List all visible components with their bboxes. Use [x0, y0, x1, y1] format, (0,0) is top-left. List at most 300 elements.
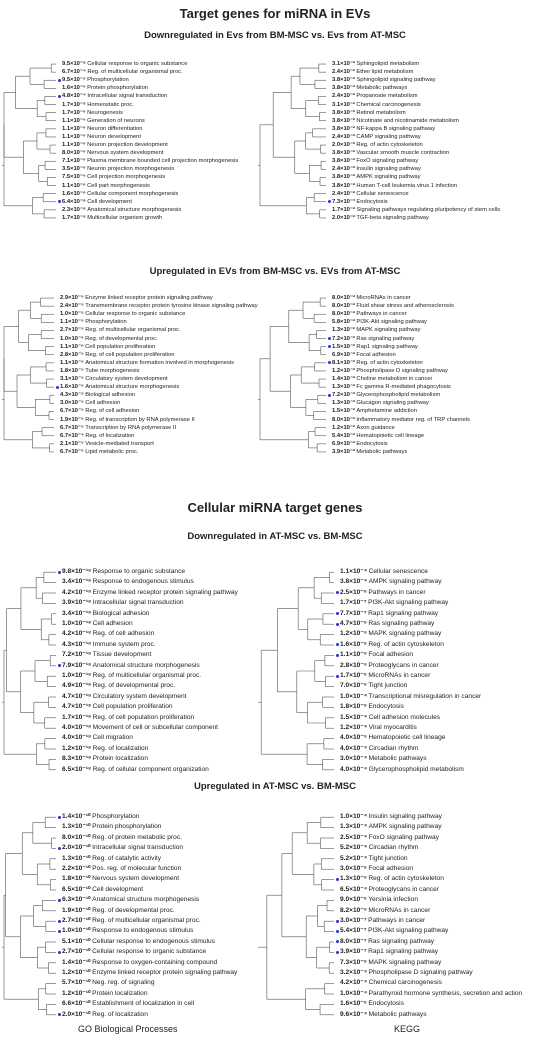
term-row: [328, 198, 388, 206]
term-row: [56, 343, 155, 351]
highlight-dot: [336, 909, 339, 912]
p-value: 8.0×10⁻²: [332, 311, 355, 318]
highlight-dot: [336, 836, 339, 839]
term-row: [336, 864, 413, 874]
highlight-dot: [336, 664, 339, 667]
term-row: [336, 906, 430, 916]
go-list-cell-up: [58, 812, 268, 1020]
p-value: 2.7×10⁻¹⁰: [62, 948, 91, 956]
term-row: [58, 947, 206, 957]
highlight-dot: [336, 706, 339, 709]
term-label: Proteoglycans in cancer: [368, 661, 439, 669]
p-value: 5.4×10⁻²: [332, 432, 355, 439]
p-value: 8.0×10⁻¹⁰: [62, 833, 91, 841]
p-value: 1.0×10⁻¹⁸: [62, 620, 92, 627]
p-value: 6.7×10⁻⁵: [60, 408, 84, 415]
p-value: 3.0×10⁻⁴: [340, 755, 368, 763]
term-row: [328, 318, 427, 326]
term-label: Focal adhesion: [368, 865, 414, 872]
term-row: [58, 133, 141, 141]
p-value: 3.9×10⁻¹⁸: [62, 599, 92, 607]
highlight-dot: [58, 747, 61, 750]
term-label: Biological adhesion: [92, 609, 150, 617]
term-label: Fc gamma R-mediated phagocytosis: [356, 384, 451, 391]
term-row: [58, 567, 185, 577]
term-row: [56, 424, 176, 432]
term-row: [58, 84, 148, 92]
highlight-dot: [56, 345, 59, 348]
highlight-dot: [58, 654, 61, 657]
p-value: 2.4×10⁻⁵: [60, 303, 84, 310]
highlight-dot: [56, 378, 59, 381]
footer-go-label: GO Biological Processes: [78, 1024, 178, 1034]
highlight-dot: [336, 857, 339, 860]
p-value: 1.1×10⁻⁵: [60, 359, 84, 366]
term-label: Nicotinate and nicotinamide metabolism: [356, 117, 459, 124]
term-row: [328, 206, 500, 214]
p-value: 2.2×10⁻¹⁰: [62, 865, 91, 872]
highlight-dot: [336, 758, 339, 761]
p-value: 6.3×10⁻¹⁰: [62, 896, 91, 904]
p-value: 1.9×10⁻¹⁰: [62, 906, 91, 914]
highlight-dot: [336, 571, 339, 574]
p-value: 4.3×10⁻⁵: [60, 392, 84, 399]
highlight-dot: [328, 95, 331, 98]
term-row: [58, 609, 149, 619]
term-label: Proteoglycans in cancer: [368, 885, 439, 893]
term-label: Neuron projection development: [87, 142, 168, 148]
highlight-dot: [328, 127, 331, 130]
p-value: 4.2×10⁻¹⁸: [62, 630, 92, 638]
p-value: 3.5×10⁻⁶: [62, 166, 86, 173]
go-list-cell-down: [58, 567, 268, 775]
term-row: [56, 302, 258, 310]
highlight-dot: [58, 664, 61, 667]
term-row: [58, 109, 123, 117]
term-row: [336, 598, 448, 608]
term-label: Reg. of catalytic activity: [92, 854, 162, 862]
term-label: Chemical carcinogenesis: [356, 101, 421, 108]
term-label: Cellular component morphogenesis: [87, 190, 179, 197]
term-label: Endocytosis: [368, 703, 404, 711]
go-list-ev-up: [56, 294, 271, 456]
term-row: [58, 854, 161, 864]
term-row: [336, 1010, 427, 1020]
highlight-dot: [56, 386, 59, 389]
highlight-dot: [56, 297, 59, 300]
term-label: Neuron differentiation: [87, 125, 143, 132]
p-value: 6.5×10⁻⁴: [340, 885, 368, 893]
term-label: Reg. of actin cytoskeleton: [368, 875, 444, 883]
term-row: [58, 926, 193, 936]
p-value: 1.6×10⁻⁶: [340, 640, 367, 648]
highlight-dot: [58, 768, 61, 771]
highlight-dot: [336, 826, 339, 829]
p-value: 7.2×10⁻²: [332, 335, 355, 342]
p-value: 1.4×10⁻²: [332, 376, 355, 382]
p-value: 9.5×10⁻⁸: [62, 61, 86, 67]
highlight-dot: [58, 706, 61, 709]
p-value: 6.9×10⁻²: [332, 440, 355, 447]
p-value: 8.0×10⁻²: [332, 303, 355, 310]
term-label: Insulin signaling pathway: [356, 166, 421, 173]
term-label: Neuron development: [87, 133, 141, 140]
p-value: 7.7×10⁻⁷: [340, 609, 367, 617]
term-row: [58, 640, 156, 650]
term-label: Ras signaling pathway: [356, 335, 415, 342]
highlight-dot: [58, 675, 61, 678]
highlight-dot: [328, 144, 331, 147]
highlight-dot: [58, 716, 61, 719]
p-value: 7.2×10⁻¹⁸: [62, 651, 92, 659]
term-row: [58, 713, 194, 723]
p-value: 6.5×10⁻¹⁸: [62, 765, 92, 773]
term-label: MAPK signaling pathway: [368, 958, 442, 966]
p-value: 1.2×10⁻²: [332, 367, 355, 374]
term-row: [58, 885, 143, 895]
term-label: Reg. of developmental proc.: [85, 335, 158, 342]
term-label: Reg. of cell adhesion: [85, 408, 140, 415]
p-value: 7.1×10⁻⁶: [62, 158, 86, 165]
term-label: Generation of neurons: [87, 117, 145, 124]
term-row: [58, 968, 237, 978]
p-value: 1.1×10⁻⁶: [62, 182, 86, 189]
term-row: [56, 294, 213, 302]
p-value: 5.2×10⁻⁴: [340, 844, 368, 852]
highlight-dot: [56, 442, 59, 445]
highlight-dot: [336, 654, 339, 657]
term-label: Hematopoietic cell lineage: [356, 432, 425, 439]
p-value: 3.1×10⁻²: [332, 101, 355, 108]
term-row: [336, 588, 426, 598]
highlight-dot: [58, 216, 61, 219]
term-label: Reg. of developmental proc.: [92, 682, 176, 690]
p-value: 8.0×10⁻⁶: [62, 150, 86, 157]
term-row: [336, 822, 442, 832]
term-row: [336, 895, 418, 905]
title-cellular-targets: Cellular miRNA target genes: [187, 500, 363, 515]
term-label: Circulatory system development: [92, 692, 187, 700]
term-row: [56, 416, 195, 424]
p-value: 4.0×10⁻¹⁸: [62, 734, 92, 742]
highlight-dot: [58, 899, 61, 902]
highlight-dot: [336, 961, 339, 964]
term-row: [336, 958, 441, 968]
p-value: 1.2×10⁻⁴: [340, 724, 368, 731]
term-row: [58, 588, 238, 598]
highlight-dot: [58, 208, 61, 211]
term-row: [328, 214, 429, 222]
term-row: [328, 84, 407, 92]
p-value: 1.2×10⁻²: [332, 424, 355, 431]
p-value: 4.0×10⁻⁴: [340, 744, 368, 752]
highlight-dot: [336, 940, 339, 943]
term-label: Lipid metabolic proc.: [85, 448, 139, 455]
term-label: Inflammatory mediator reg. of TRP channels: [356, 416, 470, 423]
term-label: NF-kappa B signaling pathway: [356, 125, 436, 132]
term-label: Vesicle-mediated transport: [85, 440, 154, 447]
kegg-list-cell-up: [336, 812, 546, 1020]
p-value: 3.9×10⁻⁷: [340, 948, 367, 956]
p-value: 7.3×10⁻³: [332, 198, 355, 205]
p-value: 2.8×10⁻⁶: [340, 661, 367, 669]
term-row: [336, 713, 440, 723]
term-row: [328, 190, 409, 198]
highlight-dot: [328, 450, 331, 453]
term-row: [58, 165, 174, 173]
term-row: [336, 937, 434, 947]
term-row: [58, 68, 183, 76]
term-row: [336, 640, 444, 650]
term-row: [336, 702, 404, 712]
highlight-dot: [336, 737, 339, 740]
term-row: [58, 906, 175, 916]
term-row: [328, 326, 421, 334]
term-label: Cell part morphogenesis: [87, 182, 150, 189]
p-value: 3.4×10⁻¹⁸: [62, 578, 92, 586]
p-value: 1.0×10⁻⁵: [60, 311, 84, 318]
term-label: Establishment of localization in cell: [92, 1000, 195, 1008]
term-row: [336, 671, 430, 681]
highlight-dot: [58, 737, 61, 740]
term-label: Neg. reg. of signaling: [92, 979, 155, 987]
term-label: MAPK signaling pathway: [356, 327, 421, 334]
term-label: Reg. of multicellular organismal proc.: [92, 672, 202, 679]
highlight-dot: [336, 972, 339, 975]
term-label: Intracellular signal transduction: [92, 844, 184, 852]
highlight-dot: [336, 992, 339, 995]
term-row: [58, 692, 186, 702]
highlight-dot: [56, 329, 59, 332]
highlight-dot: [58, 685, 61, 688]
term-row: [328, 165, 421, 173]
term-label: Cellular response to endogenous stimulus: [92, 937, 215, 945]
term-label: Response to oxygen-containing compound: [92, 958, 218, 966]
heading-cell-down: Downregulated in AT-MSC vs. BM-MSC: [187, 531, 363, 542]
p-value: 3.8×10⁻²: [332, 174, 355, 181]
term-row: [56, 383, 179, 391]
highlight-dot: [336, 633, 339, 636]
term-row: [336, 854, 408, 864]
highlight-dot: [58, 184, 61, 187]
term-row: [58, 822, 161, 832]
term-row: [58, 978, 154, 988]
term-label: Reg. of actin cytoskeleton: [356, 359, 423, 366]
highlight-dot: [336, 643, 339, 646]
term-label: Protein localization: [92, 755, 149, 763]
term-row: [336, 650, 413, 660]
p-value: 1.6×10⁻⁶: [62, 190, 86, 197]
p-value: 1.0×10⁻⁴: [340, 692, 368, 700]
kegg-list-ev-down: [328, 60, 543, 222]
term-row: [58, 916, 201, 926]
term-row: [58, 895, 199, 905]
term-row: [58, 629, 154, 639]
term-row: [336, 723, 417, 733]
term-label: Cell development: [87, 198, 132, 205]
highlight-dot: [56, 402, 59, 405]
term-row: [328, 157, 418, 165]
p-value: 1.3×10⁻¹⁰: [62, 854, 91, 862]
term-row: [58, 812, 139, 822]
go-list-ev-down: [58, 60, 268, 222]
term-row: [336, 843, 418, 853]
term-row: [328, 375, 432, 383]
term-label: Enzyme linked receptor protein signaling pathway: [92, 588, 238, 596]
term-label: Rap1 signaling pathway: [356, 343, 418, 350]
term-label: Anatomical structure morphogenesis: [87, 206, 182, 213]
p-value: 4.0×10⁻⁵: [340, 734, 367, 742]
highlight-dot: [58, 940, 61, 943]
highlight-dot: [58, 961, 61, 964]
p-value: 2.4×10⁻²: [332, 166, 355, 173]
highlight-dot: [328, 329, 331, 332]
highlight-dot: [56, 434, 59, 437]
p-value: 2.3×10⁻⁸: [62, 206, 86, 213]
term-label: Insulin signaling pathway: [368, 813, 442, 820]
term-label: Endocytosis: [356, 440, 388, 447]
kegg-dendrogram-cell-down: [258, 567, 334, 775]
term-label: Intracellular signal transduction: [87, 93, 168, 100]
p-value: 9.5×10⁻⁶: [62, 77, 86, 84]
p-value: 7.9×10⁻¹⁸: [62, 661, 92, 669]
term-label: Metabolic pathways: [368, 755, 427, 763]
heading-ev-up: Upregulated in EVs from BM-MSC vs. EVs from AT-MSC: [149, 266, 401, 277]
term-label: Rap1 signaling pathway: [368, 948, 439, 956]
term-label: Axon guidance: [356, 424, 395, 431]
term-label: Anatomical structure morphogenesis: [85, 384, 180, 391]
p-value: 2.4×10⁻²: [332, 93, 355, 100]
highlight-dot: [328, 402, 331, 405]
highlight-dot: [328, 119, 331, 122]
highlight-dot: [56, 305, 59, 308]
p-value: 2.0×10⁻¹⁰: [62, 1010, 91, 1018]
term-row: [58, 723, 218, 733]
highlight-dot: [336, 878, 339, 881]
p-value: 1.2×10⁻¹⁰: [62, 989, 91, 997]
p-value: 1.8×10⁻⁵: [60, 367, 84, 374]
term-row: [328, 367, 448, 375]
p-value: 4.2×10⁻¹⁸: [62, 588, 92, 596]
highlight-dot: [328, 386, 331, 389]
term-row: [58, 702, 173, 712]
term-row: [58, 206, 181, 214]
p-value: 5.4×10⁻⁷: [340, 927, 367, 935]
p-value: 1.2×10⁻¹⁸: [62, 744, 92, 752]
term-label: Viral myocarditis: [368, 724, 417, 731]
p-value: 6.7×10⁻⁵: [60, 424, 84, 431]
highlight-dot: [328, 321, 331, 324]
heading-cell-up: Upregulated in AT-MSC vs. BM-MSC: [193, 781, 357, 792]
highlight-dot: [328, 394, 331, 397]
p-value: 8.3×10⁻¹⁸: [62, 755, 92, 763]
kegg-dendrogram-ev-down: [258, 60, 326, 222]
term-label: Cell adhesion: [85, 400, 121, 407]
term-row: [58, 101, 134, 109]
p-value: 3.0×10⁻⁷: [340, 917, 367, 924]
highlight-dot: [58, 868, 61, 871]
term-label: Sphingolipid metabolism: [356, 61, 420, 67]
term-row: [328, 391, 440, 399]
term-label: Transcriptional misregulation in cancer: [368, 692, 482, 700]
term-label: Neuron projection morphogenesis: [87, 166, 175, 173]
title-ev-targets: Target genes for miRNA in EVs: [179, 6, 371, 21]
term-label: Vascular smooth muscle contraction: [356, 150, 450, 157]
term-label: Chemical carcinogenesis: [368, 979, 442, 987]
p-value: 1.7×10⁻⁸: [62, 214, 86, 221]
term-label: Fluid shear stress and atherosclerosis: [356, 303, 455, 310]
term-label: Reg. of multicellular organismal proc.: [85, 327, 181, 334]
term-label: PI3K-Akt signaling pathway: [368, 927, 449, 935]
term-row: [58, 125, 142, 133]
term-label: Transcription by RNA polymerase II: [85, 424, 177, 431]
term-row: [58, 833, 182, 843]
term-label: Reg. of cell population proliferation: [92, 713, 195, 721]
p-value: 6.7×10⁻⁴: [60, 432, 84, 439]
p-value: 7.3×10⁻⁶: [340, 958, 367, 966]
p-value: 1.0×10⁻¹⁸: [62, 672, 92, 679]
p-value: 8.0×10⁻²: [332, 295, 355, 301]
highlight-dot: [328, 184, 331, 187]
p-value: 1.3×10⁻⁶: [340, 875, 367, 883]
p-value: 3.8×10⁻²: [332, 85, 355, 92]
term-label: Reg. of localization: [85, 432, 135, 439]
term-row: [56, 391, 135, 399]
p-value: 3.8×10⁻²: [332, 125, 355, 132]
highlight-dot: [336, 602, 339, 605]
p-value: 3.8×10⁻²: [332, 182, 355, 189]
term-row: [328, 407, 417, 415]
term-row: [56, 326, 181, 334]
term-row: [58, 173, 165, 181]
p-value: 9.0×10⁻⁶: [340, 896, 367, 904]
term-label: Pathways in cancer: [368, 917, 426, 924]
term-row: [58, 577, 194, 587]
term-row: [328, 149, 449, 157]
term-row: [58, 60, 187, 68]
term-row: [336, 754, 427, 764]
term-row: [336, 619, 434, 629]
highlight-dot: [58, 920, 61, 923]
term-row: [58, 937, 215, 947]
term-row: [56, 399, 120, 407]
term-row: [336, 609, 438, 619]
term-label: Focal adhesion: [356, 351, 396, 358]
highlight-dot: [328, 434, 331, 437]
highlight-dot: [58, 836, 61, 839]
p-value: 8.0×10⁻²: [332, 416, 355, 423]
p-value: 1.4×10⁻¹⁰: [62, 958, 91, 966]
highlight-dot: [58, 972, 61, 975]
highlight-dot: [328, 353, 331, 356]
highlight-dot: [336, 920, 339, 923]
highlight-dot: [336, 591, 339, 594]
term-label: FoxO signaling pathway: [356, 158, 419, 165]
highlight-dot: [56, 313, 59, 316]
p-value: 1.1×10⁻⁴: [340, 568, 368, 575]
term-label: Nervous system development: [92, 875, 180, 883]
highlight-dot: [328, 192, 331, 195]
p-value: 2.7×10⁻⁵: [60, 327, 84, 334]
term-label: Cell development: [92, 885, 144, 893]
term-row: [328, 173, 421, 181]
highlight-dot: [58, 103, 61, 106]
term-row: [58, 744, 148, 754]
highlight-dot: [336, 930, 339, 933]
highlight-dot: [58, 888, 61, 891]
term-row: [328, 133, 421, 141]
p-value: 3.8×10⁻⁴: [340, 578, 368, 586]
